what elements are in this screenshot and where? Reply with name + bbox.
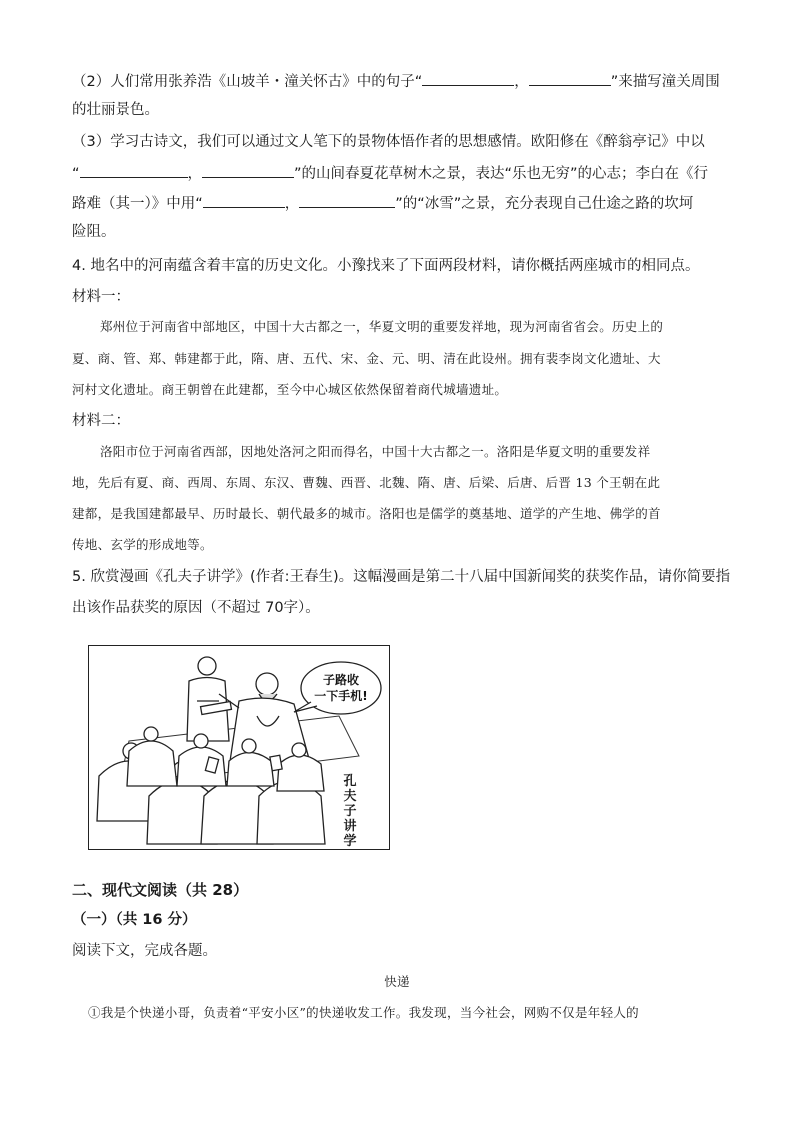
material-2-line-1: 洛阳市位于河南省西部，因地处洛河之阳而得名，中国十大古都之一。洛阳是华夏文明的重要发祥 [100, 444, 651, 459]
caption-char: 讲 [343, 819, 357, 834]
cartoon-caption [339, 774, 361, 849]
answer-blank[interactable] [422, 70, 514, 86]
q3-text-e: ， [284, 196, 300, 212]
answer-blank[interactable] [202, 162, 294, 178]
bubble-text-2: 一下手机! [314, 689, 368, 703]
answer-blank[interactable] [529, 70, 611, 86]
q5-line-2: 出该作品获奖的原因（不超过 70字）。 [72, 600, 320, 616]
q3-line-2 [72, 162, 732, 184]
caption-char: 子 [343, 804, 357, 819]
material-2-label: 材料二： [72, 413, 130, 429]
caption-char: 夫 [343, 789, 357, 804]
material-1-line-1: 郑州位于河南省中部地区，中国十大古都之一，华夏文明的重要发祥地，现为河南省省会。历史上的 [100, 319, 664, 334]
q3-text-d: 路难（其一）》中用“ [72, 196, 203, 212]
answer-blank[interactable] [203, 192, 285, 208]
article-title: 快递 [384, 974, 410, 989]
q3-text-c: ”的山间春夏花草树木之景，表达“乐也无穷”的心志；李白在《行 [294, 166, 709, 182]
q4-stem: 4. 地名中的河南蕴含着丰富的历史文化。小豫找来了下面两段材料，请你概括两座城市的相同点。 [72, 258, 700, 274]
q2-text-c: ”来描写潼关周围 [610, 74, 720, 90]
cartoon-image [88, 645, 390, 850]
q3-text-a: “ [72, 166, 80, 182]
bubble-text-1: 子路收 [322, 673, 360, 687]
q5-line-1: 5. 欣赏漫画《孔夫子讲学》(作者:王春生)。这幅漫画是第二十八届中国新闻奖的获奖作品，请你简要指 [72, 569, 731, 585]
q3-text-f: ”的“冰雪”之景，充分表现自己仕途之路的坎坷 [395, 196, 694, 212]
q2-text-a: （2）人们常用张养浩《山坡羊・潼关怀古》中的句子“ [72, 74, 423, 90]
q3-line-1: （3）学习古诗文，我们可以通过文人笔下的景物体悟作者的思想感情。欧阳修在《醉翁亭记》中以 [72, 134, 705, 150]
q2-line-1 [72, 70, 732, 92]
q2-text-b: ， [514, 74, 529, 90]
material-1-line-3: 河村文化遗址。商王朝曾在此建都，至今中心城区依然保留着商代城墙遗址。 [72, 382, 508, 397]
speech-bubble [294, 662, 381, 714]
q3-text-b: ， [187, 166, 203, 182]
answer-blank[interactable] [299, 192, 395, 208]
caption-char: 孔 [343, 774, 357, 789]
caption-char: 学 [343, 834, 357, 849]
subsection-heading: （一）（共 16 分） [72, 912, 197, 928]
answer-blank[interactable] [80, 162, 188, 178]
article-paragraph-1: ①我是个快递小哥，负责着“平安小区”的快递收发工作。我发现，当今社会，网购不仅是年轻人的 [88, 1005, 639, 1020]
reading-instruction: 阅读下文，完成各题。 [72, 943, 217, 959]
material-1-line-2: 夏、商、管、郑、韩建都于此，隋、唐、五代、宋、金、元、明、清在此设州。拥有裴李岗文化遗址、大 [72, 351, 661, 366]
material-2-line-2: 地，先后有夏、商、西周、东周、东汉、曹魏、西晋、北魏、隋、唐、后梁、后唐、后晋 13 个王朝在此 [72, 475, 661, 490]
q2-line-2: 的壮丽景色。 [72, 102, 159, 118]
q3-line-3 [72, 192, 732, 214]
section-heading: 二、现代文阅读（共 28） [72, 881, 249, 899]
q3-line-4: 险阻。 [72, 224, 116, 240]
material-2-line-3: 建都，是我国建都最早、历时最长、朝代最多的城市。洛阳也是儒学的奠基地、道学的产生地、佛学的首 [72, 506, 661, 521]
material-2-line-4: 传地、玄学的形成地等。 [72, 537, 213, 552]
material-1-label: 材料一： [72, 289, 130, 305]
